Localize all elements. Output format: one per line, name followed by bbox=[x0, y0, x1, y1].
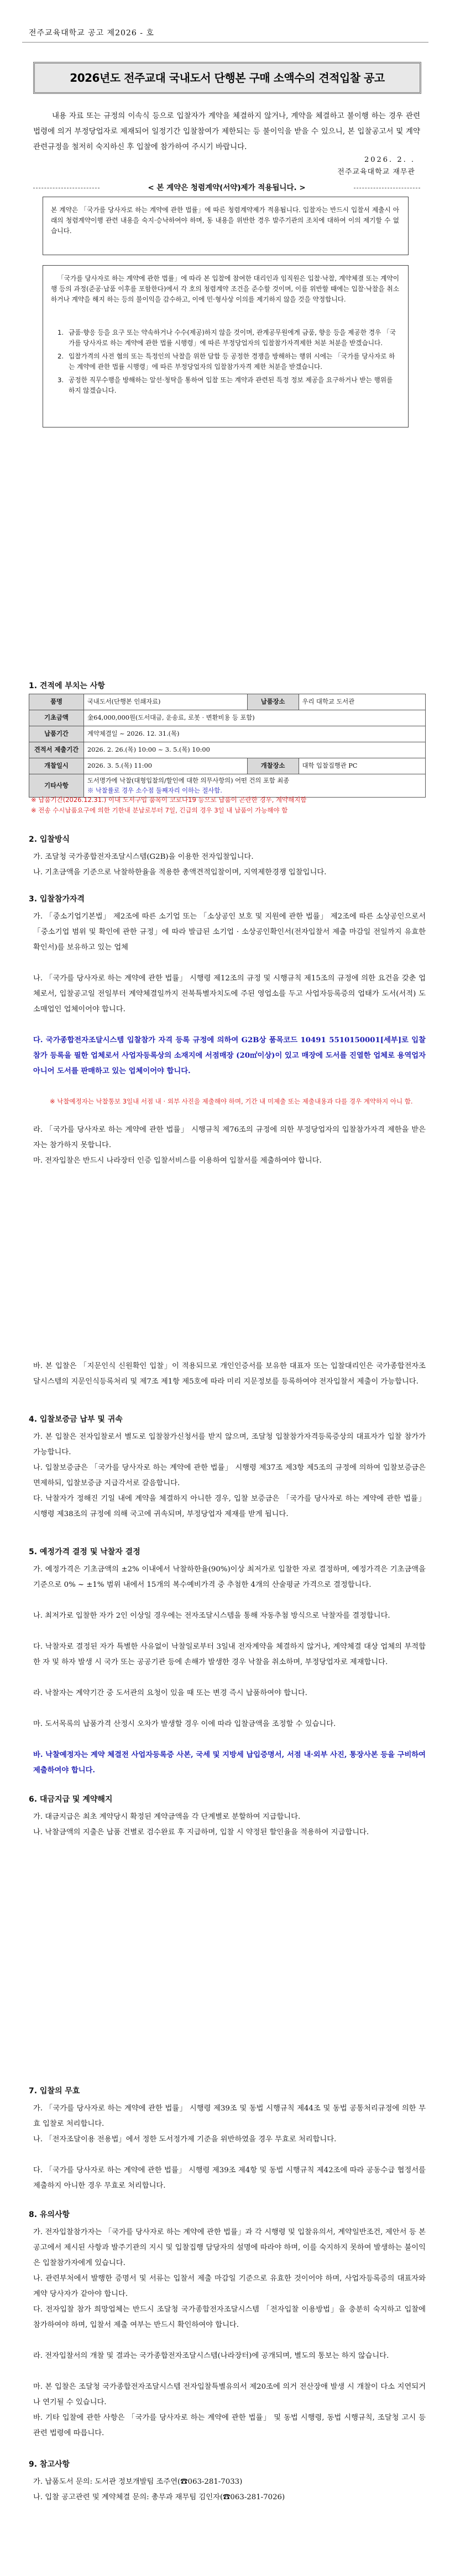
section-6-item: 가. 대금지급은 최초 계약당시 확정된 계약금액을 각 단계별로 분할하여 지급합니다. bbox=[33, 1813, 301, 1821]
table-cell: 국내도서(단행본 인쇄자료) bbox=[84, 694, 248, 710]
section-2-heading: 2. 입찰방식 bbox=[29, 835, 70, 844]
section-3-item-d: 라. 「국가를 당사자로 하는 계약에 관한 법률」 시행규칙 제76조의 규정에 의한 부정당업자의 입찰참가자격 제한을 받은 자는 참가하지 못합니다. bbox=[33, 1126, 426, 1149]
integrity-pledge-list bbox=[57, 328, 398, 399]
item-number: 2. bbox=[57, 352, 64, 360]
section-6-heading: 6. 대금지급 및 계약해지 bbox=[29, 1795, 113, 1804]
section-3-heading: 3. 입찰참가자격 bbox=[29, 895, 85, 904]
section-5-item-d: 라. 낙찰자는 계약기간 중 도서관의 요청이 있을 때 또는 변경 즉시 납품하여야 합니다. bbox=[33, 1689, 307, 1697]
table-cell: 2026. 2. 26.(목) 10:00 ~ 3. 5.(목) 10:00 bbox=[84, 742, 426, 758]
table-header-cell: 품명 bbox=[29, 694, 84, 710]
section-4-item: 가. 본 입찰은 전자입찰로서 별도로 입찰참가신청서를 받지 않으며, 조달청 입찰참가자격등록증상의 대표자가 입찰 참가가 가능합니다. bbox=[33, 1433, 426, 1456]
section-8-item: 나. 관련부처에서 발행한 증명서 및 서류는 입찰서 제출 마감일 기준으로 유효한 것이어야 하며, 사업자등록증의 대표자와 계약 당사자가 같아야 합니다. bbox=[33, 2274, 426, 2298]
list-item bbox=[57, 351, 398, 372]
list-item bbox=[57, 328, 398, 349]
list-item bbox=[57, 375, 398, 396]
section-4-heading: 4. 입찰보증금 납부 및 귀속 bbox=[29, 1415, 123, 1424]
table-row bbox=[29, 710, 426, 726]
red-note: ※ 납품기간(2026.12.31.) 이내 도서구입 품목이 코로나19 등으로 납품이 곤란한 경우, 계약해지함 bbox=[31, 796, 307, 804]
notice-date: 2026. 2. . bbox=[364, 156, 415, 164]
section-3-item-c: 다. 국가종합전자조달시스템 입찰참가 자격 등록 규정에 의하여 G2B상 품목코드 10491 5510150001[세부]로 입찰참가 등록을 필한 업체로서 사업자등록상의 소재지에 서점매장 (20㎡이상)이 있고 매장에 도서를 진열한 업체로 용역업자아니어 도서를 판매하고 있는 업체이어야 합니다. bbox=[33, 1036, 426, 1075]
integrity-pledge-intro: 「국가를 당사자로 하는 계약에 관한 법률」에 따라 본 입찰에 참여한 대리인과 임직원은 입찰·낙찰, 계약체결 또는 계약이행 등의 과정(준공·납품 이후를 포함한다)에서 각 호의 청렴계약 조건을 준수할 것이며, 이를 위반할 때에는 입찰·낙찰을 취소하거나 계약을 해지 하는 등의 불이익을 감수하고, 이에 민·형사상 이의를 제기하지 않을 것을 약정합니다. bbox=[51, 275, 399, 303]
table-header-cell: 납품장소 bbox=[247, 694, 299, 710]
item-text: 금품·향응 등을 요구 또는 약속하거나 수수(제공)하지 않을 것이며, 관계공무원에게 금품, 향응 등을 제공한 경우 「국가를 당사자로 하는 계약에 관한 법률 시행령」에 따른 부정당업자의 입찰참가자격제한 처분 처분을 받겠습니다. bbox=[69, 329, 396, 347]
section-5-item-e: 마. 도서목록의 납품가격 산정시 오차가 발생할 경우 이에 따라 입찰금액을 조정할 수 있습니다. bbox=[33, 1720, 336, 1728]
table-header-cell: 기초금액 bbox=[29, 710, 84, 726]
section-7-item: 다. 「국가를 당사자로 하는 계약에 관한 법률」 시행령 제39조 제4항 및 동법 시행규칙 제42조에 따라 공동수급 협정서를 제출하지 아니한 경우 무효로 처리합니다. bbox=[33, 2166, 426, 2190]
item-number: 1. bbox=[57, 329, 64, 336]
red-note: ※ 전송 수시납품요구에 의한 기한내 분납로부터 7일, 긴급의 경우 3일 내 납품이 가능해야 함 bbox=[31, 806, 288, 814]
table-cell: 대학 입찰집행관 PC bbox=[299, 758, 425, 774]
integrity-notice-text: 본 계약은 「국가를 당사자로 하는 계약에 관한 법률」에 따른 청렴계약제가 적용됩니다. 입찰자는 반드시 입찰서 제출시 아래의 청렴계약이행 관련 내용을 숙지·승낙하여야 하며, 동 내용을 위반한 경우 발주기관의 조치에 대하여 이의 제기할 수 없습니다. bbox=[51, 206, 399, 235]
section-8-item: 라. 전자입찰서의 개찰 및 결과는 국가종합전자조달시스템(나라장터)에 공개되며, 별도의 통보는 하지 않습니다. bbox=[33, 2352, 389, 2360]
table-cell: 우리 대학교 도서관 bbox=[299, 694, 425, 710]
section-8-item: 가. 전자입찰참가자는 「국가를 당사자로 하는 계약에 관한 법률」과 각 시행령 및 입찰유의서, 계약일반조건, 제안서 등 본 공고에서 제시된 사항과 발주기관의 지시 및 입찰집행 담당자의 설명에 따라야 하며, 이를 숙지하지 못하여 발생하는 불이익은 입찰참가자에게 있습니다. bbox=[33, 2228, 426, 2267]
bid-info-table bbox=[29, 694, 426, 798]
item-number: 3. bbox=[57, 376, 64, 384]
section-1-heading: 1. 견적에 부치는 사항 bbox=[29, 682, 105, 690]
table-cell: 2026. 3. 5.(목) 11:00 bbox=[84, 758, 248, 774]
section-3-red-note: ※ 낙찰예정자는 낙찰통보 3일내 서점 내 · 외부 사진을 제출해야 하며, 기간 내 미제출 또는 제출내용과 다를 경우 계약하지 아니 함. bbox=[50, 1097, 413, 1105]
issuing-organization: 전주교육대학교 재무관 bbox=[337, 168, 415, 176]
section-9-item: 나. 입찰 공고관련 및 계약체결 문의: 총무과 재무팀 김인자(☎063-281-7026) bbox=[33, 2493, 285, 2501]
section-7-item: 나. 「전자조달이용 전용법」에서 정한 도서정가제 기준을 위반하였을 경우 무효로 처리합니다. bbox=[33, 2135, 337, 2144]
integrity-notice-box bbox=[43, 197, 409, 255]
section-5-item-a: 가. 예정가격은 기초금액의 ±2% 이내에서 낙찰하한율(90%)이상 최저가로 입찰한 자로 결정하며, 예정가격은 기초금액을 기준으로 0% ~ ±1% 범위 내에서 15개의 복수예비가격 중 추첨한 4개의 산술평균 가격으로 결정합니다. bbox=[33, 1565, 426, 1589]
header-divider bbox=[22, 42, 428, 43]
table-header-cell: 납품기간 bbox=[29, 726, 84, 742]
page-title: 2026년도 전주교대 국내도서 단행본 구매 소액수의 견적입찰 공고 bbox=[33, 62, 421, 94]
section-9-heading: 9. 참고사항 bbox=[29, 2460, 70, 2469]
item-text: 입찰가격의 사전 협의 또는 특정인의 낙찰을 위한 담합 등 공정한 경쟁을 방해하는 행위 시에는 「국가를 당사자로 하는 계약에 관한 법률 시행령」에 따른 부정당업자의 입찰참가자격 제한 처분을 받겠습니다. bbox=[69, 352, 395, 371]
section-3-item-e: 마. 전자입찰은 반드시 나라장터 인증 입찰서비스를 이용하여 입찰서를 제출하여야 합니다. bbox=[33, 1157, 322, 1165]
section-2-item: 나. 기초금액을 기준으로 낙찰하한율을 적용한 총액견적입찰이며, 지역제한경쟁 입찰입니다. bbox=[33, 868, 327, 877]
table-cell: 金64,000,000원(도서대금, 운송료, 로봇 · 변환비용 등 포함) bbox=[84, 710, 426, 726]
section-5-item-c: 다. 낙찰자로 결정된 자가 특별한 사유없이 낙찰일로부터 3일내 전자계약을 체결하지 않거나, 계약체결 대상 업체의 부적합한 자 및 하자 발생 시 국가 또는 공공기관 등에 손해가 발생한 경우 낙찰을 취소하며, 부정당업자로 제재합니다. bbox=[33, 1643, 426, 1666]
table-cell-line: 도서명가에 낙찰(대형입찰의/할인에 대한 의무사항의) 어떤 건의 포함 최종 bbox=[87, 777, 290, 784]
table-row bbox=[29, 742, 426, 758]
document-number: 전주교육대학교 공고 제2026 - 호 bbox=[29, 29, 154, 38]
section-8-item: 바. 기타 입찰에 관한 사항은 「국가를 당사자로 하는 계약에 관한 법률」 및 동법 시행령, 동법 시행규칙, 조달청 고시 등 관련 법령에 따릅니다. bbox=[33, 2414, 426, 2437]
integrity-pledge-box bbox=[43, 265, 409, 427]
section-3-item-a: 가. 「중소기업기본법」 제2조에 따른 소기업 또는 「소상공인 보호 및 지원에 관한 법률」 제2조에 따른 소상공인으로서 「중소기업 범위 및 확인에 관한 규정」에 따라 발급된 소기업 · 소상공인확인서(전자입찰서 제출 마감일 전일까지 유효한 확인서)를 보유하고 있는 업체 bbox=[33, 912, 426, 952]
table-header-cell: 견적서 제출기간 bbox=[29, 742, 84, 758]
section-7-item: 가. 「국가를 당사자로 하는 계약에 관한 법률」 시행령 제39조 및 동법 시행규칙 제44조 및 동법 공통처리규정에 의한 무효 입찰로 처리합니다. bbox=[33, 2104, 426, 2128]
table-header-cell: 개찰장소 bbox=[247, 758, 299, 774]
section-5-item-b: 나. 최저가로 입찰한 자가 2인 이상일 경우에는 전자조달시스템을 통해 자동추첨 방식으로 낙찰자를 결정합니다. bbox=[33, 1612, 390, 1620]
table-cell: 계약체결일 ~ 2026. 12. 31.(목) bbox=[84, 726, 426, 742]
item-text: 공정한 직무수행을 방해하는 알선·청탁을 통하여 입찰 또는 계약과 관련된 특정 정보 제공을 요구하거나 받는 행위를 하지 않겠습니다. bbox=[69, 376, 393, 394]
section-6-item: 나. 낙찰금액의 지출은 납품 건별로 검수완료 후 지급하며, 입찰 시 약정된 할인율을 적용하여 지급합니다. bbox=[33, 1828, 369, 1836]
section-8-item: 다. 전자입찰 참가 희망업체는 반드시 조달청 국가종합전자조달시스템 「전자입찰 이용방법」을 충분히 숙지하고 입찰에 참가하여야 하며, 입찰서 제출 여부는 반드시 확인하여야 합니다. bbox=[33, 2305, 426, 2329]
table-cell-note: ※ 낙찰률로 경우 소수점 둘째자리 이하는 절사함. bbox=[87, 786, 222, 794]
section-4-item: 나. 입찰보증금은 「국가를 당사자로 하는 계약에 관한 법률」 시행령 제37조 제3항 제5조의 규정에 의하여 입찰보증금은 면제하되, 입찰보증금 지급각서로 갈음합니다. bbox=[33, 1464, 426, 1487]
intro-paragraph: 내용 자료 또는 규정의 이속식 등으로 입찰자가 계약을 체결하지 않거나, 계약을 체결하고 불이행 하는 경우 관련 법령에 의거 부정당업자로 제재되어 일정기간 입찰참여가 제한되는 등 불이익을 받을 수 있으니, 본 입찰공고서 및 계약관련규정을 철저히 숙지하신 후 입찰에 참가하여 주시기 바랍니다. bbox=[33, 112, 420, 151]
section-5-heading: 5. 예정가격 결정 및 낙찰자 결정 bbox=[29, 1548, 140, 1556]
section-8-item: 마. 본 입찰은 조달청 국가종합전자조달시스템 전자입찰특별유의서 제20조에 의거 전산장애 발생 시 개찰이 다소 지연되거나 연기될 수 있습니다. bbox=[33, 2383, 426, 2406]
section-4-item: 다. 낙찰자가 정해진 기일 내에 계약을 체결하지 아니한 경우, 입찰 보증금은 「국가를 당사자로 하는 계약에 관한 법률」 시행령 제38조의 규정에 의해 국고에 귀속되며, 부정당업자 제재를 받게 됩니다. bbox=[33, 1495, 426, 1518]
table-header-cell: 기타사항 bbox=[29, 774, 84, 798]
section-3-item-f: 바. 본 입찰은 「지문인식 신원확인 입찰」이 적용되므로 개인인증서를 보유한 대표자 또는 입찰대리인은 국가종합전자조달시스템의 지문인식등록처리 및 제7조 제1항 제5호에 따라 미리 지문정보를 등록하여야 전자입찰서 제출이 가능합니다. bbox=[33, 1362, 426, 1386]
table-row bbox=[29, 694, 426, 710]
section-3-item-b: 나. 「국가를 당사자로 하는 계약에 관한 법률」 시행령 제12조의 규정 및 시행규칙 제15조의 규정에 의한 요건을 갖춘 업체로서, 입찰공고일 전일부터 계약체결일까지 전북특별자치도에 주된 영업소를 두고 사업자등록증의 업태가 도서(서적) 도소매업인 업체이어야 합니다. bbox=[33, 974, 426, 1013]
section-2-item: 가. 조달청 국가종합전자조달시스템(G2B)을 이용한 전자입찰입니다. bbox=[33, 853, 254, 861]
integrity-contract-heading: < 본 계약은 청렴계약(서약)제가 적용됩니다. > bbox=[148, 183, 306, 192]
table-row bbox=[29, 758, 426, 774]
table-row bbox=[29, 774, 426, 798]
table-cell bbox=[84, 774, 426, 798]
section-9-item: 가. 납품도서 문의: 도서관 정보개발팀 조주연(☎063-281-7033) bbox=[33, 2478, 243, 2486]
section-5-item-f: 바. 낙찰예정자는 계약 체결전 사업자등록증 사본, 국세 및 지방세 납입증명서, 서점 내·외부 사진, 통장사본 등을 구비하여 제출하여야 합니다. bbox=[33, 1751, 426, 1775]
table-header-cell: 개찰일시 bbox=[29, 758, 84, 774]
section-8-heading: 8. 유의사항 bbox=[29, 2210, 70, 2219]
section-7-heading: 7. 입찰의 무효 bbox=[29, 2087, 80, 2095]
table-row bbox=[29, 726, 426, 742]
